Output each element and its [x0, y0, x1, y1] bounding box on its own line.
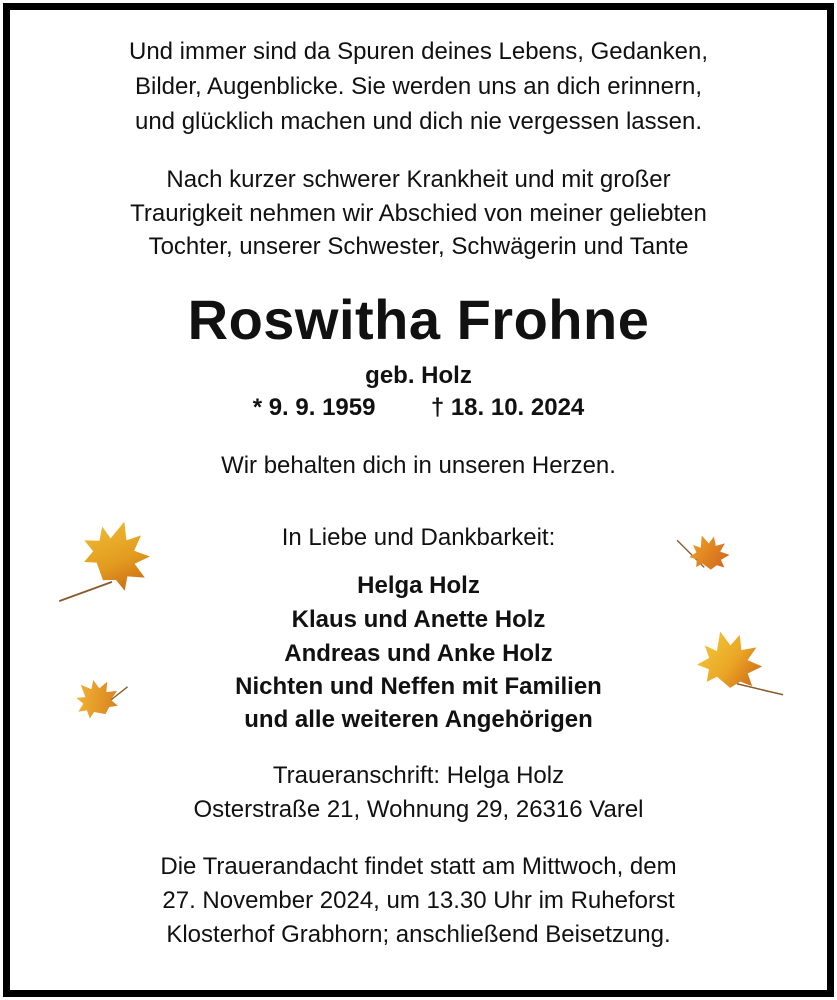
intro-line: Nach kurzer schwerer Krankheit und mit großer [166, 166, 671, 193]
service-line: 27. November 2024, um 13.30 Uhr im Ruheforst [162, 887, 675, 914]
verse-line: und glücklich machen und dich nie vergessen lassen. [134, 108, 702, 135]
life-dates [0, 393, 837, 423]
maiden-name: geb. Holz [365, 362, 472, 389]
birth-date: * 9. 9. 1959 [252, 394, 376, 421]
verse-line: Bilder, Augenblicke. Sie werden uns an dich erinnern, [134, 73, 703, 100]
maple-leaf-icon [54, 672, 136, 746]
remembrance-line: Wir behalten dich in unseren Herzen. [221, 452, 616, 479]
deceased-name: Roswitha Frohne [187, 288, 650, 351]
mourner-name: Nichten und Neffen mit Familien [235, 673, 602, 700]
maple-leaf-icon [672, 528, 742, 596]
service-line: Die Trauerandacht findet statt am Mittwoch, dem [160, 853, 677, 880]
intro-line: Tochter, unserer Schwester, Schwägerin und Tante [148, 233, 689, 260]
address-line: Traueranschrift: Helga Holz [272, 762, 565, 789]
maple-leaf-icon [52, 505, 172, 630]
intro-line: Traurigkeit nehmen wir Abschied von meiner geliebten [130, 200, 707, 227]
mourner-name: Klaus und Anette Holz [291, 606, 546, 633]
verse-line: Und immer sind da Spuren deines Lebens, Gedanken, [128, 38, 709, 65]
mourner-name: Andreas und Anke Holz [284, 640, 553, 667]
mourner-name: und alle weiteren Angehörigen [244, 706, 593, 733]
service-line: Klosterhof Grabhorn; anschließend Beisetzung. [166, 921, 671, 948]
mourner-name: Helga Holz [357, 572, 480, 599]
address-line: Osterstraße 21, Wohnung 29, 26316 Varel [193, 796, 644, 823]
maple-leaf-icon [665, 620, 800, 730]
mourners-intro: In Liebe und Dankbarkeit: [281, 524, 556, 551]
death-date: † 18. 10. 2024 [430, 394, 585, 421]
